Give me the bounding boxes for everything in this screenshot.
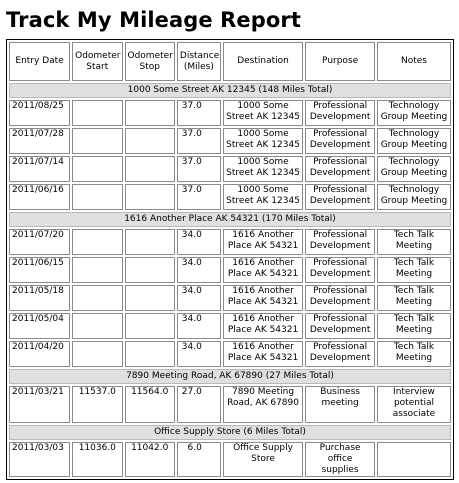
cell-notes: Tech Talk Meeting bbox=[377, 229, 451, 255]
header-row bbox=[9, 42, 451, 81]
cell-purpose: Professional Development bbox=[305, 257, 375, 283]
cell-notes: Tech Talk Meeting bbox=[377, 313, 451, 339]
cell-odometer-start: 11537.0 bbox=[72, 386, 122, 423]
cell-notes: Technology Group Meeting bbox=[377, 128, 451, 154]
cell-notes: Tech Talk Meeting bbox=[377, 285, 451, 311]
cell-purpose: Professional Development bbox=[305, 285, 375, 311]
header-destination: Destination bbox=[223, 42, 303, 81]
cell-entry-date: 2011/04/20 bbox=[9, 341, 70, 367]
cell-distance: 34.0 bbox=[177, 285, 221, 311]
group-header-row bbox=[9, 425, 451, 440]
mileage-table bbox=[6, 39, 454, 480]
cell-distance: 37.0 bbox=[177, 100, 221, 126]
cell-odometer-start bbox=[72, 257, 122, 283]
cell-entry-date: 2011/03/03 bbox=[9, 442, 70, 477]
group-label: 1000 Some Street AK 12345 (148 Miles Total) bbox=[9, 83, 451, 98]
cell-entry-date: 2011/06/15 bbox=[9, 257, 70, 283]
page-title: Track My Mileage Report bbox=[6, 8, 302, 32]
group-header-row bbox=[9, 212, 451, 227]
table-row bbox=[9, 257, 451, 283]
cell-entry-date: 2011/08/25 bbox=[9, 100, 70, 126]
table-row bbox=[9, 386, 451, 423]
cell-destination: Office Supply Store bbox=[223, 442, 303, 477]
cell-odometer-start bbox=[72, 184, 122, 210]
header-odometer-stop: Odometer Stop bbox=[125, 42, 175, 81]
cell-odometer-start bbox=[72, 100, 122, 126]
cell-entry-date: 2011/06/16 bbox=[9, 184, 70, 210]
cell-distance: 34.0 bbox=[177, 229, 221, 255]
group-label: 1616 Another Place AK 54321 (170 Miles Total) bbox=[9, 212, 451, 227]
cell-destination: 1000 Some Street AK 12345 bbox=[223, 100, 303, 126]
group-header-row bbox=[9, 369, 451, 384]
table-row bbox=[9, 442, 451, 477]
cell-destination: 1000 Some Street AK 12345 bbox=[223, 184, 303, 210]
cell-odometer-start bbox=[72, 285, 122, 311]
cell-destination: 1616 Another Place AK 54321 bbox=[223, 257, 303, 283]
cell-odometer-stop bbox=[125, 341, 175, 367]
cell-notes bbox=[377, 442, 451, 477]
cell-odometer-stop bbox=[125, 285, 175, 311]
cell-purpose: Professional Development bbox=[305, 313, 375, 339]
cell-purpose: Professional Development bbox=[305, 229, 375, 255]
cell-odometer-stop: 11042.0 bbox=[125, 442, 175, 477]
cell-odometer-stop: 11564.0 bbox=[125, 386, 175, 423]
header-distance: Distance (Miles) bbox=[177, 42, 221, 81]
cell-distance: 34.0 bbox=[177, 257, 221, 283]
cell-destination: 1616 Another Place AK 54321 bbox=[223, 229, 303, 255]
cell-notes: Tech Talk Meeting bbox=[377, 341, 451, 367]
cell-purpose: Professional Development bbox=[305, 341, 375, 367]
cell-distance: 34.0 bbox=[177, 313, 221, 339]
cell-purpose: Professional Development bbox=[305, 128, 375, 154]
cell-purpose: Professional Development bbox=[305, 184, 375, 210]
table-row bbox=[9, 313, 451, 339]
cell-destination: 7890 Meeting Road, AK 67890 bbox=[223, 386, 303, 423]
header-notes: Notes bbox=[377, 42, 451, 81]
group-label: Office Supply Store (6 Miles Total) bbox=[9, 425, 451, 440]
table-row bbox=[9, 184, 451, 210]
table-row bbox=[9, 156, 451, 182]
cell-purpose: Purchase office supplies bbox=[305, 442, 375, 477]
group-header-row bbox=[9, 83, 451, 98]
cell-notes: Interview potential associate bbox=[377, 386, 451, 423]
cell-odometer-stop bbox=[125, 156, 175, 182]
table-row bbox=[9, 100, 451, 126]
cell-purpose: Professional Development bbox=[305, 156, 375, 182]
cell-distance: 37.0 bbox=[177, 184, 221, 210]
cell-odometer-start bbox=[72, 128, 122, 154]
cell-entry-date: 2011/03/21 bbox=[9, 386, 70, 423]
cell-entry-date: 2011/07/14 bbox=[9, 156, 70, 182]
cell-entry-date: 2011/07/28 bbox=[9, 128, 70, 154]
cell-notes: Tech Talk Meeting bbox=[377, 257, 451, 283]
cell-notes: Technology Group Meeting bbox=[377, 184, 451, 210]
header-odometer-start: Odometer Start bbox=[72, 42, 122, 81]
cell-odometer-start bbox=[72, 156, 122, 182]
table-body bbox=[9, 83, 451, 477]
cell-odometer-start bbox=[72, 341, 122, 367]
cell-odometer-start bbox=[72, 313, 122, 339]
cell-odometer-stop bbox=[125, 128, 175, 154]
table-row bbox=[9, 128, 451, 154]
cell-destination: 1616 Another Place AK 54321 bbox=[223, 341, 303, 367]
group-label: 7890 Meeting Road, AK 67890 (27 Miles Total) bbox=[9, 369, 451, 384]
cell-distance: 6.0 bbox=[177, 442, 221, 477]
cell-odometer-start: 11036.0 bbox=[72, 442, 122, 477]
cell-odometer-stop bbox=[125, 229, 175, 255]
header-entry-date: Entry Date bbox=[9, 42, 70, 81]
cell-odometer-start bbox=[72, 229, 122, 255]
cell-destination: 1616 Another Place AK 54321 bbox=[223, 313, 303, 339]
cell-odometer-stop bbox=[125, 100, 175, 126]
cell-distance: 27.0 bbox=[177, 386, 221, 423]
table-row bbox=[9, 341, 451, 367]
cell-purpose: Professional Development bbox=[305, 100, 375, 126]
cell-purpose: Business meeting bbox=[305, 386, 375, 423]
header-purpose: Purpose bbox=[305, 42, 375, 81]
cell-distance: 34.0 bbox=[177, 341, 221, 367]
cell-entry-date: 2011/05/18 bbox=[9, 285, 70, 311]
cell-destination: 1000 Some Street AK 12345 bbox=[223, 156, 303, 182]
cell-destination: 1616 Another Place AK 54321 bbox=[223, 285, 303, 311]
table-row bbox=[9, 229, 451, 255]
cell-notes: Technology Group Meeting bbox=[377, 156, 451, 182]
cell-distance: 37.0 bbox=[177, 156, 221, 182]
cell-odometer-stop bbox=[125, 313, 175, 339]
cell-distance: 37.0 bbox=[177, 128, 221, 154]
cell-entry-date: 2011/07/20 bbox=[9, 229, 70, 255]
cell-destination: 1000 Some Street AK 12345 bbox=[223, 128, 303, 154]
table-row bbox=[9, 285, 451, 311]
cell-entry-date: 2011/05/04 bbox=[9, 313, 70, 339]
cell-odometer-stop bbox=[125, 184, 175, 210]
cell-odometer-stop bbox=[125, 257, 175, 283]
cell-notes: Technology Group Meeting bbox=[377, 100, 451, 126]
